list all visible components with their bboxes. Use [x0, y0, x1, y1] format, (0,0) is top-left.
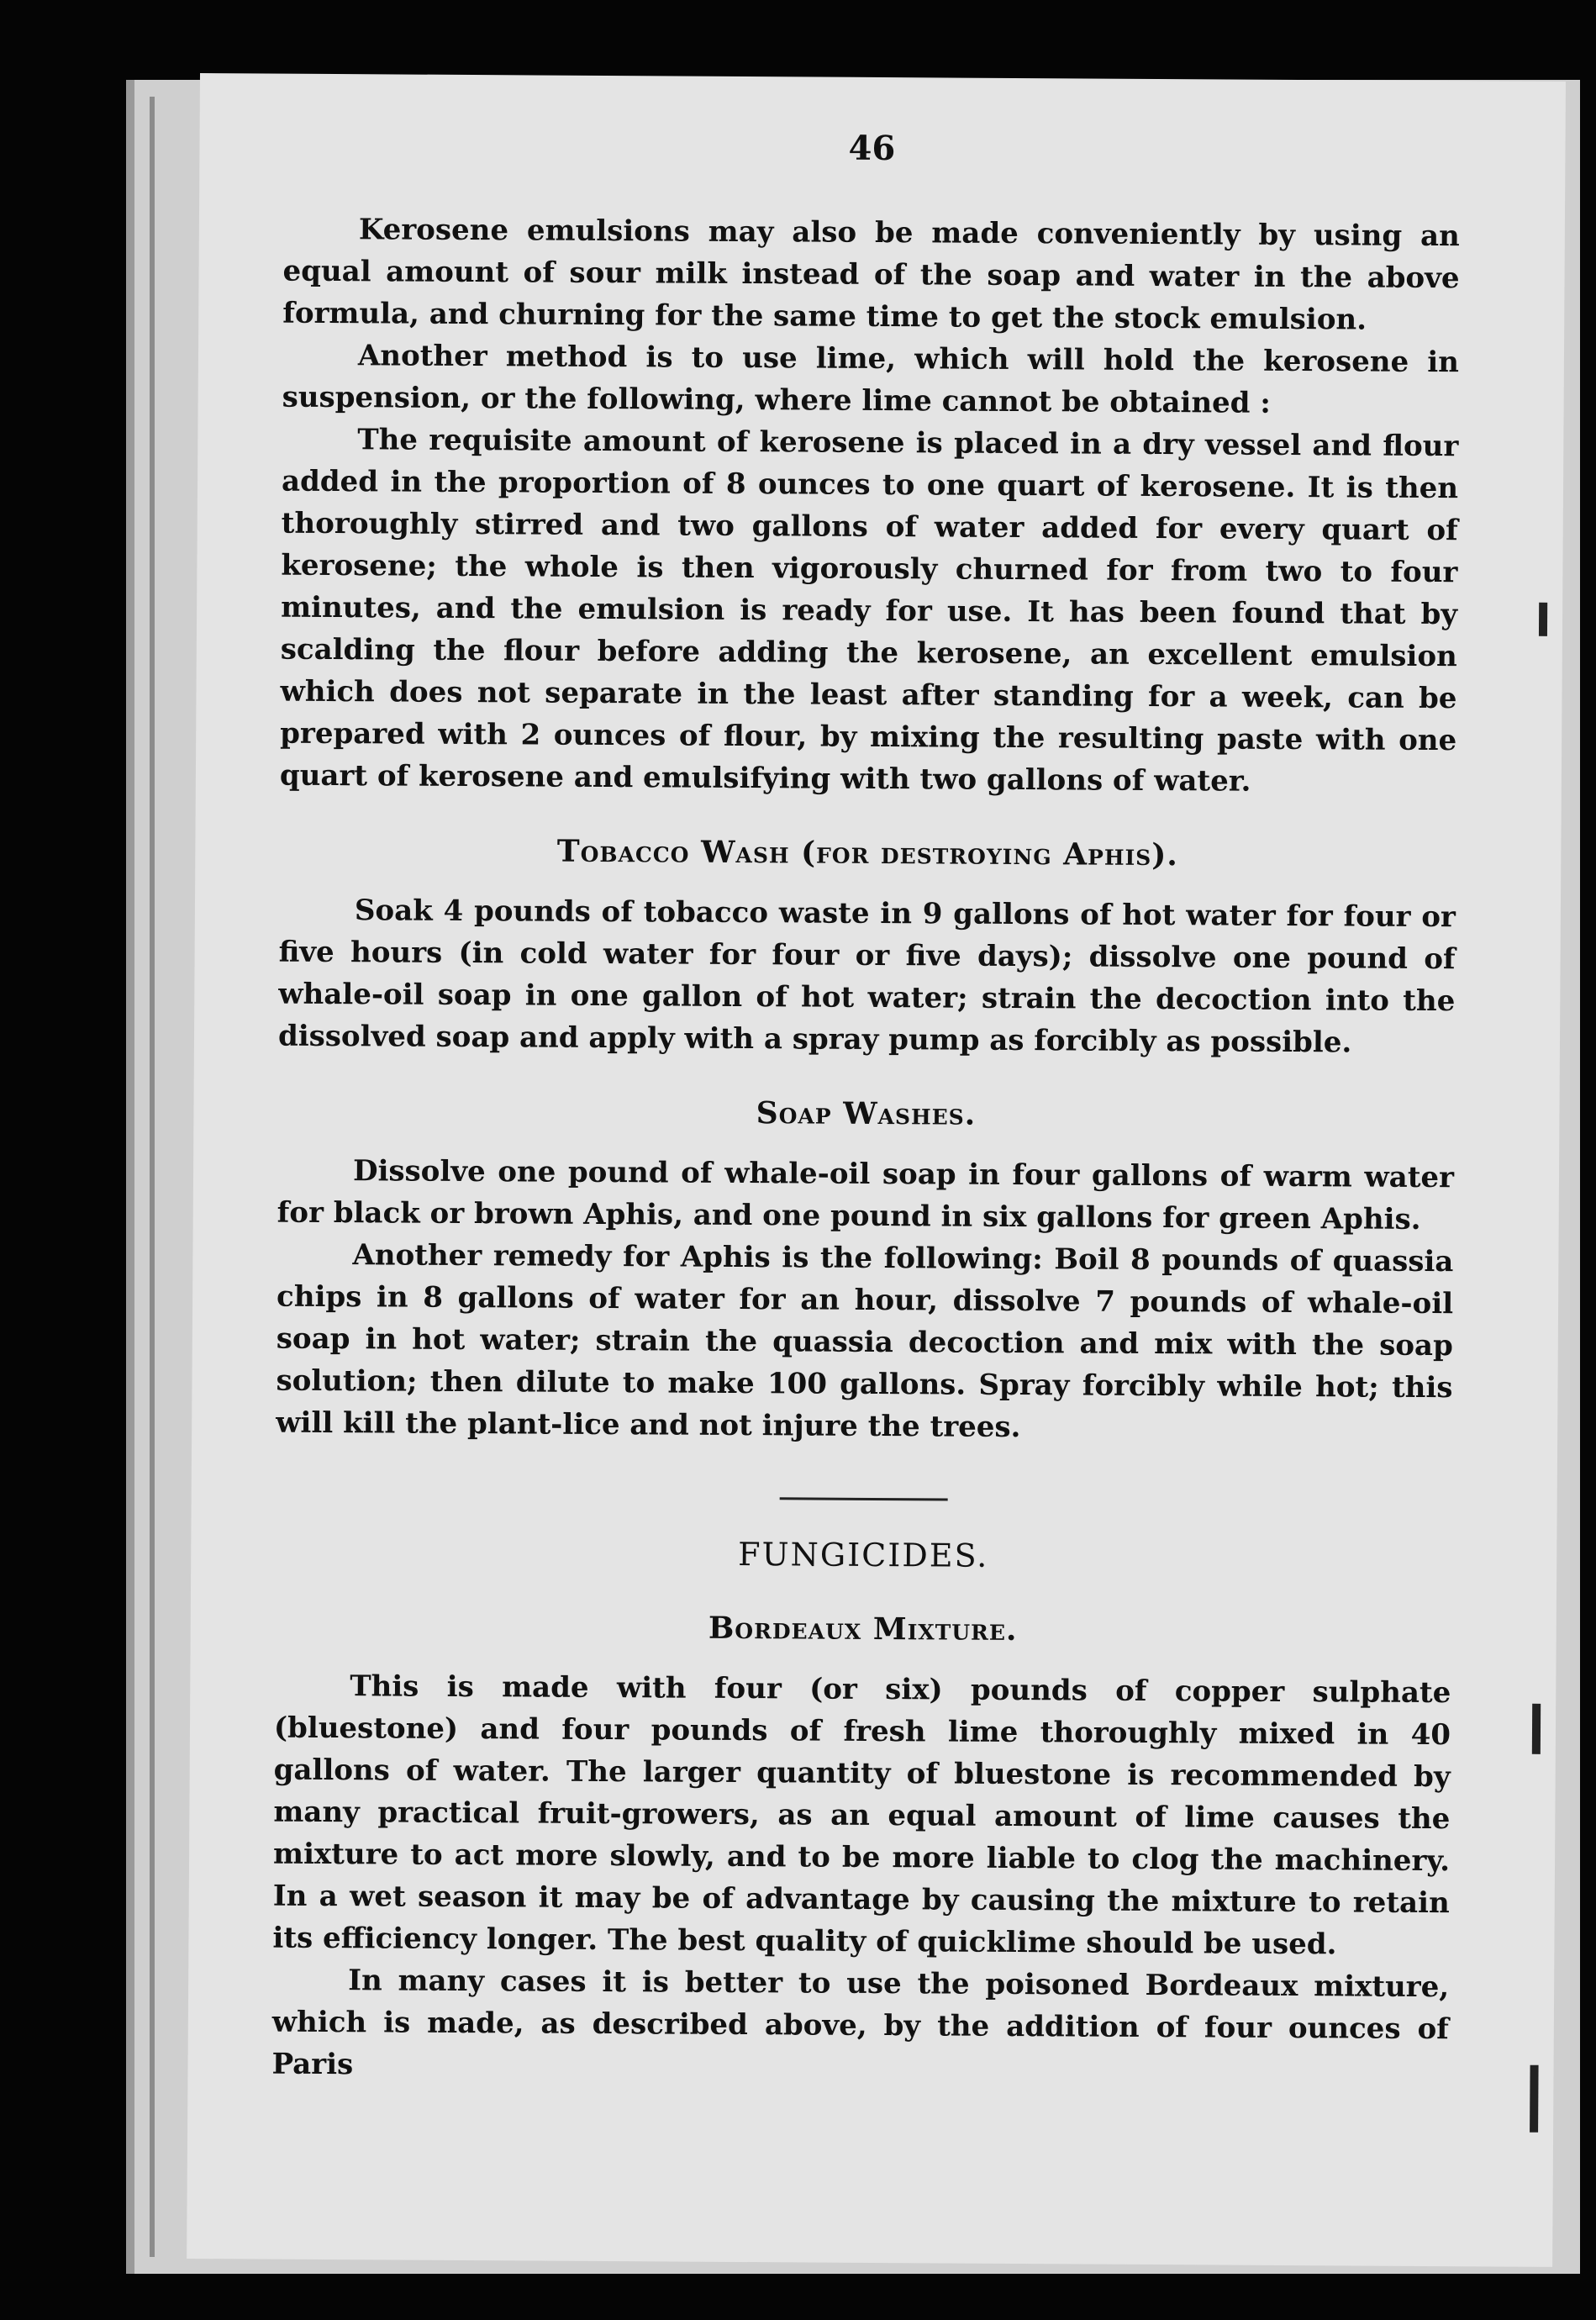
- paragraph: Another method is to use lime, which will hold the kerosene in suspension, or the following, where lime cannot be obtained :: [282, 339, 1460, 420]
- page-text-block: [271, 128, 1460, 2093]
- paragraph: Dissolve one pound of whale-oil soap in four gallons of warm water for black or brown Aphis, and one pound in six gallons for green Aphis.: [277, 1154, 1455, 1236]
- section-divider: [780, 1497, 948, 1500]
- paragraph: The requisite amount of kerosene is placed in a dry vessel and flour added in the proportion of 8 ounces to one quart of kerosene. It is then thoroughly stirred and two gallons of water added for every quart of kerosene; the whole is then vigorously churned for from two to four minutes, and the emulsion is ready for use. It has been found that by scalding the flour before adding the kerosene, an excellent emulsion which does not separate in the least after standing for a week, can be prepared with 2 ounces of flour, by mixing the resulting paste with one quart of kerosene and emulsifying with two gallons of water.: [279, 423, 1459, 799]
- edge-mark: [1530, 2065, 1538, 2133]
- tobacco-wash-heading: Tobacco Wash (for destroying Aphis).: [556, 833, 1178, 873]
- book-page: [187, 73, 1566, 2267]
- soap-washes-heading: Soap Washes.: [756, 1095, 977, 1132]
- fungicides-heading: FUNGICIDES.: [738, 1535, 989, 1574]
- edge-mark: [1532, 1704, 1541, 1754]
- edge-mark: [1539, 603, 1547, 636]
- bordeaux-mixture-heading: Bordeaux Mixture.: [708, 1610, 1018, 1648]
- paragraph: In many cases it is better to use the poisoned Bordeaux mixture, which is made, as described above, by the addition of four ounces of Paris: [271, 1964, 1450, 2082]
- paragraph: This is made with four (or six) pounds of copper sulphate (bluestone) and four pounds of fresh lime thoroughly mixed in 40 gallons of water. The larger quantity of bluestone is recommended by many practical fruit-growers, as an equal amount of lime causes the mixture to act more slowly, and to be more liable to clog the machinery. In a wet season it may be of advantage by causing the mixture to retain its efficiency longer. The best quality of quicklime should be used.: [272, 1669, 1451, 1962]
- paragraph: Soak 4 pounds of tobacco waste in 9 gallons of hot water for four or five hours (in cold water for four or five days); dissolve one pound of whale-oil soap in one gallon of hot water; strain the decoction into the dissolved soap and apply with a spray pump as forcibly as possible.: [277, 894, 1456, 1060]
- page-number: 46: [848, 128, 896, 169]
- paragraph: Another remedy for Aphis is the following: Boil 8 pounds of quassia chips in 8 gallons of water for an hour, dissolve 7 pounds of whale-oil soap in hot water; strain the quassia decoction and mix with the soap solution; then dilute to make 100 gallons. Spray forcibly while hot; this will kill the plant-lice and not injure the trees.: [276, 1238, 1454, 1445]
- paragraph: Kerosene emulsions may also be made conveniently by using an equal amount of sour milk instead of the soap and water in the above formula, and churning for the same time to get the stock emulsion.: [282, 213, 1460, 337]
